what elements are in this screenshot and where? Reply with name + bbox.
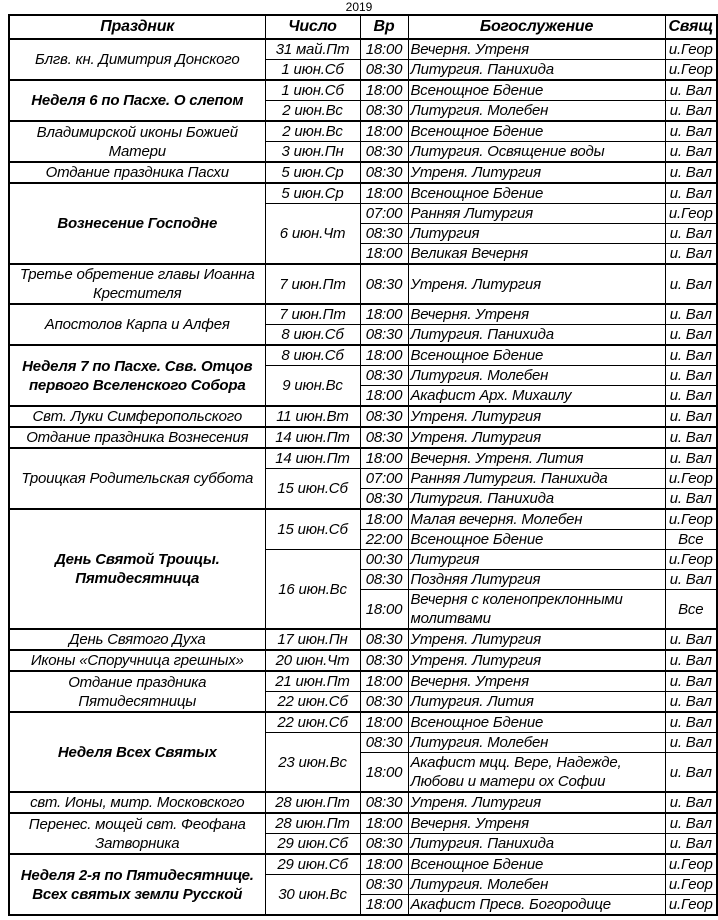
time-cell: 08:30 xyxy=(360,792,408,813)
table-row xyxy=(9,448,717,469)
date-cell: 16 июн.Вс xyxy=(265,550,360,630)
holiday-cell: День Святого Духа xyxy=(9,629,265,650)
holiday-cell: Троицкая Родительская суббота xyxy=(9,448,265,509)
date-cell: 1 июн.Сб xyxy=(265,60,360,81)
date-cell: 28 июн.Пт xyxy=(265,792,360,813)
date-cell: 6 июн.Чт xyxy=(265,204,360,265)
priest-cell: и. Вал xyxy=(665,406,717,427)
service-cell: Всенощное Бдение xyxy=(408,345,665,366)
table-row xyxy=(9,427,717,448)
priest-cell: и. Вал xyxy=(665,386,717,407)
service-cell: Вечерня. Утреня. Лития xyxy=(408,448,665,469)
table-row xyxy=(9,345,717,366)
service-cell: Литургия. Молебен xyxy=(408,366,665,386)
time-cell: 08:30 xyxy=(360,406,408,427)
table-row xyxy=(9,712,717,733)
service-cell: Всенощное Бдение xyxy=(408,530,665,550)
priest-cell: и. Вал xyxy=(665,733,717,753)
time-cell: 18:00 xyxy=(360,39,408,60)
table-row xyxy=(9,304,717,325)
time-cell: 18:00 xyxy=(360,895,408,916)
priest-cell: и. Вал xyxy=(665,80,717,101)
holiday-cell: Отдание праздника Вознесения xyxy=(9,427,265,448)
service-cell: Утреня. Литургия xyxy=(408,162,665,183)
table-row xyxy=(9,671,717,692)
service-cell: Литургия. Молебен xyxy=(408,101,665,122)
priest-cell: и. Вал xyxy=(665,792,717,813)
priest-cell: и. Вал xyxy=(665,224,717,244)
service-cell: Вечерня. Утреня xyxy=(408,304,665,325)
date-cell: 15 июн.Сб xyxy=(265,469,360,510)
date-cell: 23 июн.Вс xyxy=(265,733,360,793)
service-cell: Утреня. Литургия xyxy=(408,650,665,671)
holiday-cell: Блгв. кн. Димитрия Донского xyxy=(9,39,265,80)
priest-cell: и. Вал xyxy=(665,366,717,386)
service-cell: Поздняя Литургия xyxy=(408,570,665,590)
service-cell: Ранняя Литургия xyxy=(408,204,665,224)
holiday-cell: Неделя Всех Святых xyxy=(9,712,265,792)
date-cell: 3 июн.Пн xyxy=(265,142,360,163)
table-row xyxy=(9,629,717,650)
date-cell: 2 июн.Вс xyxy=(265,121,360,142)
date-cell: 28 июн.Пт xyxy=(265,813,360,834)
time-cell: 18:00 xyxy=(360,386,408,407)
holiday-cell: Отдание праздника Пятидесятницы xyxy=(9,671,265,712)
date-cell: 22 июн.Сб xyxy=(265,712,360,733)
priest-cell: и. Вал xyxy=(665,570,717,590)
time-cell: 18:00 xyxy=(360,753,408,793)
schedule-body xyxy=(9,39,717,915)
time-cell: 18:00 xyxy=(360,509,408,530)
priest-cell: и. Вал xyxy=(665,692,717,713)
priest-cell: и.Геор xyxy=(665,60,717,81)
priest-cell: Все xyxy=(665,530,717,550)
time-cell: 08:30 xyxy=(360,570,408,590)
priest-cell: и. Вал xyxy=(665,325,717,346)
service-cell: Акафист мцц. Вере, Надежде, Любови и матери ох Софии xyxy=(408,753,665,793)
priest-cell: и.Геор xyxy=(665,509,717,530)
date-cell: 22 июн.Сб xyxy=(265,692,360,713)
holiday-cell: День Святой Троицы. Пятидесятница xyxy=(9,509,265,629)
date-cell: 29 июн.Сб xyxy=(265,834,360,855)
time-cell: 08:30 xyxy=(360,264,408,304)
header-holiday: Праздник xyxy=(9,15,265,39)
service-cell: Акафист Арх. Михаилу xyxy=(408,386,665,407)
table-row xyxy=(9,813,717,834)
date-cell: 11 июн.Вт xyxy=(265,406,360,427)
priest-cell: и.Геор xyxy=(665,895,717,916)
holiday-cell: Вознесение Господне xyxy=(9,183,265,264)
service-cell: Вечерня. Утреня xyxy=(408,813,665,834)
service-cell: Утреня. Литургия xyxy=(408,406,665,427)
holiday-cell: Апостолов Карпа и Алфея xyxy=(9,304,265,345)
service-schedule-table xyxy=(8,14,718,916)
priest-cell: и. Вал xyxy=(665,183,717,204)
service-cell: Литургия. Панихида xyxy=(408,60,665,81)
holiday-cell: Владимирской иконы Божией Матери xyxy=(9,121,265,162)
time-cell: 18:00 xyxy=(360,813,408,834)
service-cell: Вечерня с коленопреклонными молитвами xyxy=(408,590,665,630)
year-label: 2019 xyxy=(345,0,373,14)
header-priest: Свящ xyxy=(665,15,717,39)
service-cell: Утреня. Литургия xyxy=(408,264,665,304)
time-cell: 07:00 xyxy=(360,469,408,489)
service-cell: Литургия xyxy=(408,550,665,570)
time-cell: 08:30 xyxy=(360,224,408,244)
date-cell: 29 июн.Сб xyxy=(265,854,360,875)
service-cell: Литургия. Молебен xyxy=(408,875,665,895)
time-cell: 08:30 xyxy=(360,162,408,183)
service-cell: Вечерня. Утреня xyxy=(408,671,665,692)
priest-cell: и.Геор xyxy=(665,875,717,895)
priest-cell: и. Вал xyxy=(665,753,717,793)
table-row xyxy=(9,183,717,204)
date-cell: 17 июн.Пн xyxy=(265,629,360,650)
time-cell: 08:30 xyxy=(360,875,408,895)
date-cell: 31 май.Пт xyxy=(265,39,360,60)
service-cell: Литургия. Панихида xyxy=(408,325,665,346)
service-cell: Утреня. Литургия xyxy=(408,629,665,650)
table-row xyxy=(9,509,717,530)
table-row xyxy=(9,162,717,183)
time-cell: 08:30 xyxy=(360,650,408,671)
date-cell: 7 июн.Пт xyxy=(265,264,360,304)
priest-cell: и. Вал xyxy=(665,489,717,510)
holiday-cell: Неделя 2-я по Пятидесятнице. Всех святых земли Русской xyxy=(9,854,265,915)
time-cell: 22:00 xyxy=(360,530,408,550)
priest-cell: и. Вал xyxy=(665,101,717,122)
time-cell: 18:00 xyxy=(360,80,408,101)
time-cell: 00:30 xyxy=(360,550,408,570)
time-cell: 18:00 xyxy=(360,590,408,630)
time-cell: 18:00 xyxy=(360,671,408,692)
time-cell: 08:30 xyxy=(360,366,408,386)
date-cell: 20 июн.Чт xyxy=(265,650,360,671)
date-cell: 2 июн.Вс xyxy=(265,101,360,122)
priest-cell: и.Геор xyxy=(665,39,717,60)
priest-cell: и. Вал xyxy=(665,813,717,834)
time-cell: 07:00 xyxy=(360,204,408,224)
date-cell: 30 июн.Вс xyxy=(265,875,360,916)
time-cell: 18:00 xyxy=(360,712,408,733)
priest-cell: и. Вал xyxy=(665,671,717,692)
date-cell: 5 июн.Ср xyxy=(265,183,360,204)
holiday-cell: Третье обретение главы Иоанна Крестителя xyxy=(9,264,265,304)
time-cell: 18:00 xyxy=(360,448,408,469)
service-cell: Всенощное Бдение xyxy=(408,854,665,875)
priest-cell: и. Вал xyxy=(665,345,717,366)
date-cell: 5 июн.Ср xyxy=(265,162,360,183)
priest-cell: и. Вал xyxy=(665,142,717,163)
priest-cell: и. Вал xyxy=(665,650,717,671)
priest-cell: и. Вал xyxy=(665,712,717,733)
time-cell: 08:30 xyxy=(360,629,408,650)
holiday-cell: Иконы «Споручница грешных» xyxy=(9,650,265,671)
date-cell: 21 июн.Пт xyxy=(265,671,360,692)
time-cell: 08:30 xyxy=(360,489,408,510)
time-cell: 18:00 xyxy=(360,244,408,265)
time-cell: 08:30 xyxy=(360,834,408,855)
time-cell: 18:00 xyxy=(360,345,408,366)
time-cell: 08:30 xyxy=(360,101,408,122)
table-row xyxy=(9,264,717,304)
date-cell: 7 июн.Пт xyxy=(265,304,360,325)
priest-cell: и. Вал xyxy=(665,304,717,325)
table-row xyxy=(9,406,717,427)
table-row xyxy=(9,650,717,671)
holiday-cell: Свт. Луки Симферопольского xyxy=(9,406,265,427)
service-cell: Всенощное Бдение xyxy=(408,80,665,101)
time-cell: 08:30 xyxy=(360,325,408,346)
date-cell: 15 июн.Сб xyxy=(265,509,360,550)
service-cell: Всенощное Бдение xyxy=(408,183,665,204)
time-cell: 08:30 xyxy=(360,733,408,753)
service-cell: Литургия xyxy=(408,224,665,244)
time-cell: 18:00 xyxy=(360,304,408,325)
priest-cell: и. Вал xyxy=(665,834,717,855)
date-cell: 8 июн.Сб xyxy=(265,325,360,346)
service-cell: Ранняя Литургия. Панихида xyxy=(408,469,665,489)
priest-cell: и. Вал xyxy=(665,629,717,650)
service-cell: Литургия. Лития xyxy=(408,692,665,713)
date-cell: 14 июн.Пт xyxy=(265,427,360,448)
priest-cell: и. Вал xyxy=(665,162,717,183)
holiday-cell: Неделя 6 по Пасхе. О слепом xyxy=(9,80,265,121)
time-cell: 18:00 xyxy=(360,854,408,875)
holiday-cell: свт. Ионы, митр. Московского xyxy=(9,792,265,813)
time-cell: 18:00 xyxy=(360,121,408,142)
priest-cell: и.Геор xyxy=(665,469,717,489)
time-cell: 18:00 xyxy=(360,183,408,204)
table-row xyxy=(9,121,717,142)
service-cell: Вечерня. Утреня xyxy=(408,39,665,60)
holiday-cell: Неделя 7 по Пасхе. Свв. Отцов первого Вселенского Собора xyxy=(9,345,265,406)
priest-cell: и. Вал xyxy=(665,448,717,469)
priest-cell: и. Вал xyxy=(665,264,717,304)
table-row xyxy=(9,80,717,101)
header-time: Вр xyxy=(360,15,408,39)
service-cell: Литургия. Освящение воды xyxy=(408,142,665,163)
date-cell: 8 июн.Сб xyxy=(265,345,360,366)
date-cell: 14 июн.Пт xyxy=(265,448,360,469)
time-cell: 08:30 xyxy=(360,142,408,163)
header-date: Число xyxy=(265,15,360,39)
date-cell: 9 июн.Вс xyxy=(265,366,360,407)
service-cell: Всенощное Бдение xyxy=(408,121,665,142)
service-cell: Литургия. Панихида xyxy=(408,834,665,855)
service-cell: Утреня. Литургия xyxy=(408,792,665,813)
header-row xyxy=(9,15,717,39)
priest-cell: и. Вал xyxy=(665,121,717,142)
priest-cell: Все xyxy=(665,590,717,630)
header-service: Богослужение xyxy=(408,15,665,39)
priest-cell: и.Геор xyxy=(665,854,717,875)
time-cell: 08:30 xyxy=(360,60,408,81)
service-cell: Литургия. Молебен xyxy=(408,733,665,753)
table-row xyxy=(9,39,717,60)
service-cell: Малая вечерня. Молебен xyxy=(408,509,665,530)
service-cell: Акафист Пресв. Богородице xyxy=(408,895,665,916)
service-cell: Всенощное Бдение xyxy=(408,712,665,733)
holiday-cell: Перенес. мощей свт. Феофана Затворника xyxy=(9,813,265,854)
priest-cell: и. Вал xyxy=(665,427,717,448)
table-row xyxy=(9,854,717,875)
time-cell: 08:30 xyxy=(360,692,408,713)
time-cell: 08:30 xyxy=(360,427,408,448)
table-row xyxy=(9,792,717,813)
service-cell: Великая Вечерня xyxy=(408,244,665,265)
holiday-cell: Отдание праздника Пасхи xyxy=(9,162,265,183)
priest-cell: и.Геор xyxy=(665,204,717,224)
priest-cell: и.Геор xyxy=(665,550,717,570)
service-cell: Утреня. Литургия xyxy=(408,427,665,448)
date-cell: 1 июн.Сб xyxy=(265,80,360,101)
service-cell: Литургия. Панихида xyxy=(408,489,665,510)
priest-cell: и. Вал xyxy=(665,244,717,265)
